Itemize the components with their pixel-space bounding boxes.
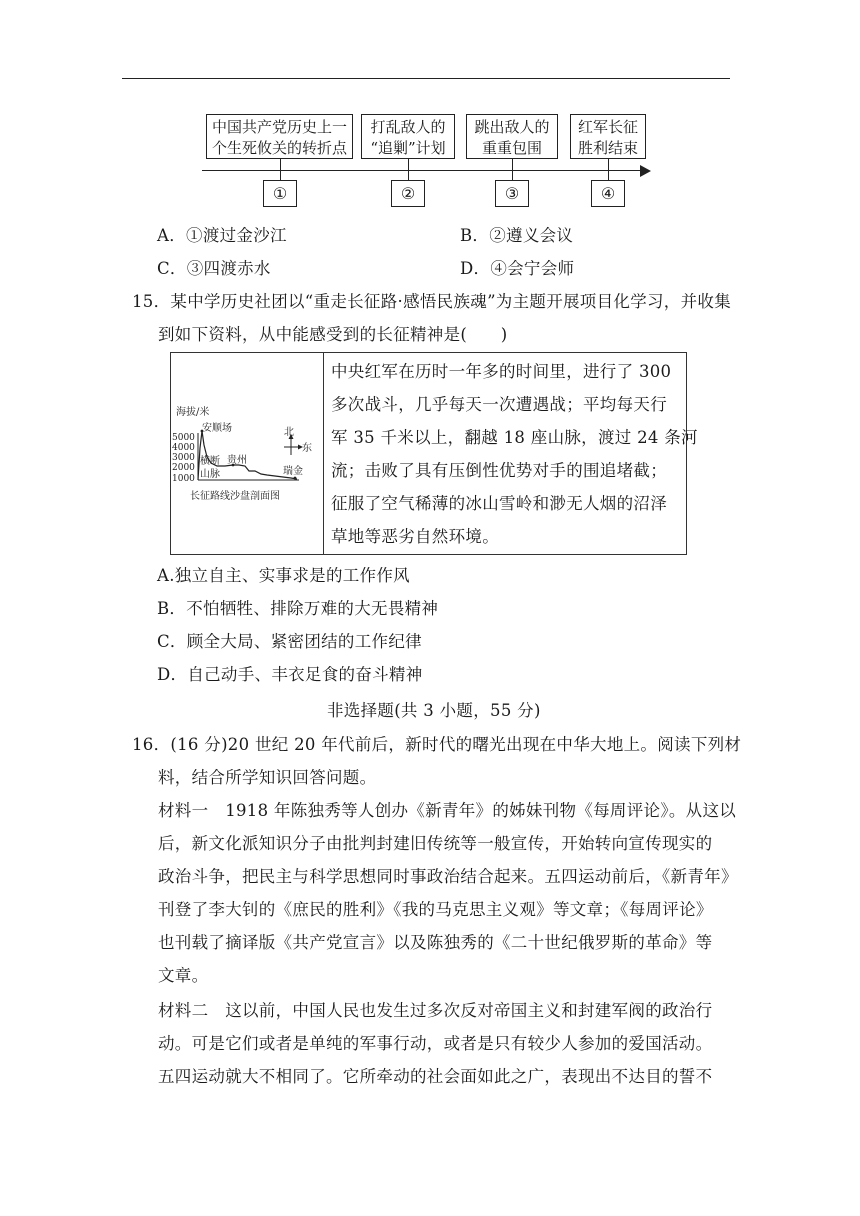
- timeline-box-1-line1: 中国共产党历史上一: [211, 118, 347, 136]
- figure-caption: 长征路线沙盘剖面图: [190, 491, 280, 502]
- q16-stem-line2: 料，结合所学知识回答问题。: [158, 768, 377, 787]
- q16-material2-line2: 动。可是它们或者是单纯的军事行动，或者是只有较少人参加的爱国活动。: [158, 1034, 713, 1053]
- material-line-2: 多次战斗，几乎每天一次遭遇战；平均每天行: [331, 395, 667, 414]
- timeline-box-4-line1: 红军长征: [577, 118, 638, 136]
- q15-option-c: C．顾全大局、紧密团结的工作纪律: [157, 632, 422, 651]
- timeline-marker-4: ④: [591, 180, 625, 207]
- timeline-box-2-line2: “追剿”计划: [370, 139, 446, 157]
- q14-option-b: B．②遵义会议: [460, 226, 574, 245]
- timeline-box-3: [466, 114, 558, 159]
- figure-label-hengduan-1: 横断: [200, 456, 220, 467]
- q16-material1-line5: 也刊载了摘译版《共产党宣言》以及陈独秀的《二十世纪俄罗斯的革命》等: [158, 933, 713, 952]
- q15-option-d: D．自己动手、丰衣足食的奋斗精神: [157, 665, 423, 684]
- q15-material-table: [170, 352, 698, 555]
- figure-point-ruijin: [294, 477, 297, 480]
- timeline-arrow-icon: [640, 165, 651, 177]
- timeline-box-3-line1: 跳出敌人的: [474, 118, 550, 136]
- q15-stem-line1: 15．某中学历史社团以“重走长征路·感悟民族魂”为主题开展项目化学习，并收集: [132, 292, 732, 311]
- figure-label-anshunchang: 安顺场: [202, 423, 232, 434]
- q16-material2-line3: 五四运动就大不相同了。它所牵动的社会面如此之广，表现出不达目的誓不: [158, 1067, 713, 1086]
- figure-compass-north: 北: [284, 427, 294, 438]
- figure-compass-east: 东: [302, 443, 312, 454]
- q16-material2-line1: 材料二 这以前，中国人民也发生过多次反对帝国主义和封建军阀的政治行: [158, 1001, 713, 1020]
- material-line-1: 中央红军在历时一年多的时间里，进行了 300: [331, 362, 672, 381]
- header-rule: [122, 78, 730, 79]
- timeline-box-2: [361, 114, 455, 159]
- figure-label-guizhou: 贵州: [227, 455, 247, 466]
- timeline-box-1: [206, 114, 353, 159]
- figure-ytick-3000: 3000: [172, 453, 195, 463]
- timeline-box-3-line2: 重重包围: [481, 139, 542, 157]
- material-line-5: 征服了空气稀薄的冰山雪岭和渺无人烟的沼泽: [331, 494, 667, 513]
- figure-ytick-4000: 4000: [172, 443, 195, 453]
- q14-option-c: C．③四渡赤水: [157, 259, 271, 278]
- q14-option-a: A．①渡过金沙江: [157, 226, 287, 245]
- timeline-box-1-line2: 个生死攸关的转折点: [211, 139, 347, 157]
- q15-option-a: A.独立自主、实事求是的工作作风: [157, 566, 410, 585]
- figure-ytick-1000: 1000: [172, 474, 195, 484]
- q14-option-d: D．④会宁会师: [460, 259, 575, 278]
- material-line-4: 流；击败了具有压倒性优势对手的围追堵截；: [331, 461, 667, 480]
- timeline-box-2-line1: 打乱敌人的: [370, 118, 446, 136]
- q16-stem-line1: 16．(16 分)20 世纪 20 年代前后，新时代的曙光出现在中华大地上。阅读下列材: [132, 735, 742, 754]
- timeline-marker-1: ①: [263, 180, 297, 207]
- q16-material1-line6: 文章。: [158, 966, 209, 985]
- figure-label-ruijin: 瑞金: [283, 466, 303, 477]
- timeline-axis: [202, 170, 642, 171]
- timeline-marker-3: ③: [495, 180, 529, 207]
- material-line-3: 军 35 千米以上，翻越 18 座山脉，渡过 24 条河: [331, 428, 698, 447]
- section-title: 非选择题(共 3 小题，55 分): [327, 701, 541, 720]
- q16-material1-line3: 政治斗争，把民主与科学思想同时事政治结合起来。五四运动前后，《新青年》: [158, 867, 738, 886]
- q16-material1-line2: 后，新文化派知识分子由批判封建旧传统等一般宣传，开始转向宣传现实的: [158, 834, 713, 853]
- table-divider: [323, 353, 324, 554]
- q15-stem-line2: 到如下资料，从中能感受到的长征精神是( ): [158, 325, 508, 344]
- figure-label-hengduan-2: 山脉: [200, 469, 220, 480]
- timeline-box-4-line2: 胜利结束: [577, 139, 638, 157]
- material-line-6: 草地等恶劣自然环境。: [331, 527, 499, 546]
- timeline-box-4: [570, 114, 646, 159]
- q16-material1-line4: 刊登了李大钊的《庶民的胜利》《我的马克思主义观》等文章；《每周评论》: [158, 900, 713, 919]
- q16-material1-line1: 材料一 1918 年陈独秀等人创办《新青年》的姊妹刊物《每周评论》。从这以: [158, 801, 737, 820]
- q15-option-b: B．不怕牺牲、排除万难的大无畏精神: [157, 599, 439, 618]
- figure-ytick-5000: 5000: [172, 433, 195, 443]
- timeline-marker-2: ②: [391, 180, 425, 207]
- figure-ylabel: 海拔/米: [176, 407, 210, 418]
- elevation-profile-figure: [171, 353, 323, 553]
- figure-ytick-2000: 2000: [172, 463, 195, 473]
